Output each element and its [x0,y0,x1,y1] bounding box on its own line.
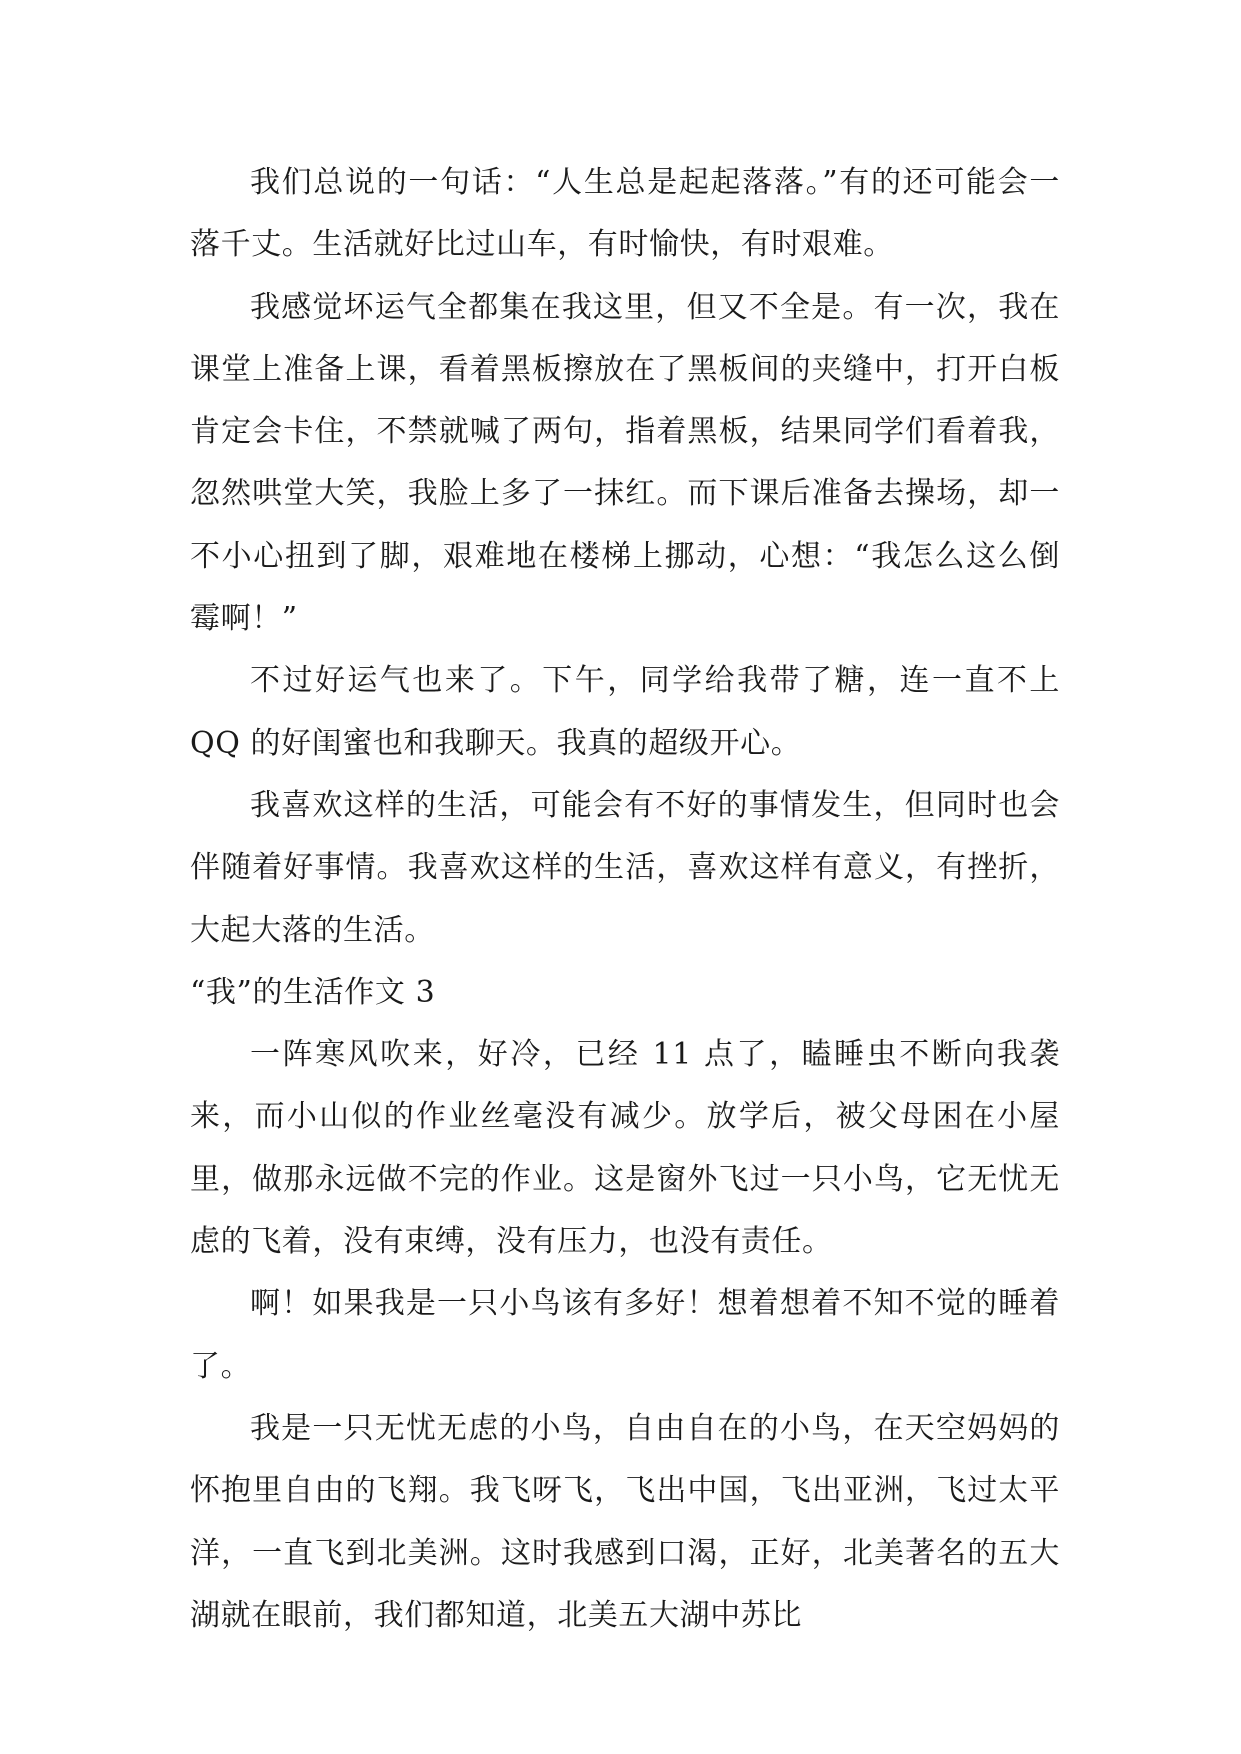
paragraph-6: 啊！如果我是一只小鸟该有多好！想着想着不知不觉的睡着了。 [190,1286,1060,1384]
section-heading: “我”的生活作文 3 [190,974,436,1010]
paragraph-2: 我感觉坏运气全都集在我这里，但又不全是。有一次，我在课堂上准备上课，看着黑板擦放在了黑板间的夹缝中，打开白板肯定会卡住，不禁就喊了两句，指着黑板，结果同学们看着我，忽然哄堂大笑，我脸上多了一抹红。而下课后准备去操场，却一不小心扭到了脚，艰难地在楼梯上挪动，心想：“我怎么这么倒霉啊！” [190,289,1060,637]
paragraph-4: 我喜欢这样的生活，可能会有不好的事情发生，但同时也会伴随着好事情。我喜欢这样的生活，喜欢这样有意义，有挫折，大起大落的生活。 [190,787,1060,948]
document-page [190,152,1060,1647]
paragraph-1: 我们总说的一句话：“人生总是起起落落。”有的还可能会一落千丈。生活就好比过山车，有时愉快，有时艰难。 [190,165,1060,263]
paragraph-3: 不过好运气也来了。下午，同学给我带了糖，连一直不上 QQ 的好闺蜜也和我聊天。我真的超级开心。 [190,663,1060,761]
paragraph-5: 一阵寒风吹来，好冷，已经 11 点了，瞌睡虫不断向我袭来，而小山似的作业丝毫没有减少。放学后，被父母困在小屋里，做那永远做不完的作业。这是窗外飞过一只小鸟，它无忧无虑的飞着，没有束缚，没有压力，也没有责任。 [190,1037,1060,1260]
paragraph-7: 我是一只无忧无虑的小鸟，自由自在的小鸟，在天空妈妈的怀抱里自由的飞翔。我飞呀飞，飞出中国，飞出亚洲，飞过太平洋，一直飞到北美洲。这时我感到口渴，正好，北美著名的五大湖就在眼前，我们都知道，北美五大湖中苏比 [190,1410,1060,1633]
